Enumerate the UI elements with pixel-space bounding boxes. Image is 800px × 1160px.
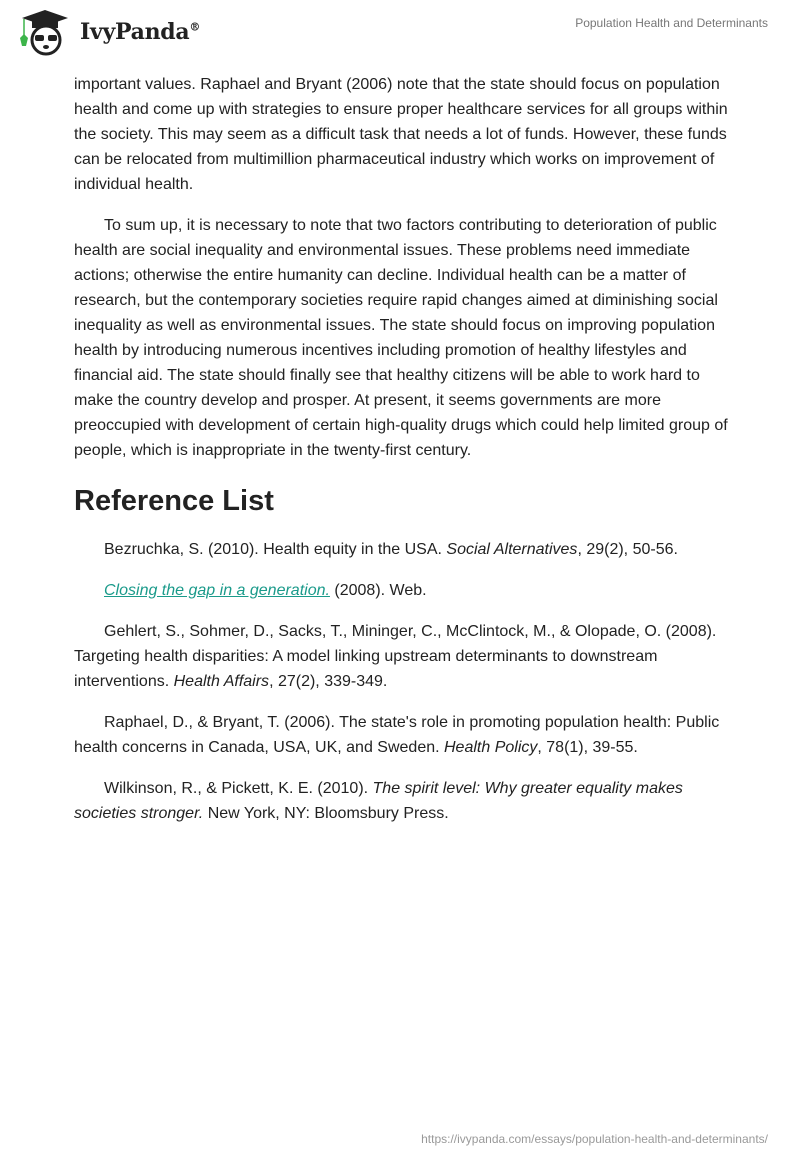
reference-list-heading: Reference List [74,485,274,517]
reference-item: Gehlert, S., Sohmer, D., Sacks, T., Mininger, C., McClintock, M., & Olopade, O. (2008). Targeting health disparities: A model linking upstream determinants to downstream interventions. Health Affairs, 27(2), 339-349. [74,623,717,690]
paragraph: important values. Raphael and Bryant (2006) note that the state should focus on population health and come up with strategies to ensure proper healthcare services for all groups within the society. This may seem as a difficult task that needs a lot of funds. However, these funds can be relocated from multimillion pharmaceutical industry which works on improvement of individual health. [74,76,728,193]
essay-content [74,72,730,842]
paragraph: To sum up, it is necessary to note that two factors contributing to deterioration of public health are social inequality and environmental issues. These problems need immediate actions; otherwise the entire humanity can decline. Individual health can be a matter of research, but the contemporary societies require rapid changes aimed at diminishing social inequality as well as environmental issues. The state should focus on improving population health by introducing numerous incentives including promotion of healthy lifestyles and financial aid. The state should finally see that healthy citizens will be able to work hard to make the country develop and prosper. At present, it seems governments are more preoccupied with development of certain high-quality drugs which could help limited group of people, which is inappropriate in the twenty-first century. [74,217,728,459]
reference-item: Closing the gap in a generation. (2008). Web. [104,582,427,599]
reference-item: Bezruchka, S. (2010). Health equity in the USA. Social Alternatives, 29(2), 50-56. [104,541,678,558]
panda-graduate-icon [18,8,72,56]
logo[interactable] [18,8,200,56]
page-url: https://ivypanda.com/essays/population-health-and-determinants/ [421,1132,768,1146]
logo-text: IvyPanda® [80,19,201,45]
reference-item: Raphael, D., & Bryant, T. (2006). The state's role in promoting population health: Public health concerns in Canada, USA, UK, and Sweden. Health Policy, 78(1), 39-55. [74,714,720,756]
reference-item: Wilkinson, R., & Pickett, K. E. (2010). The spirit level: Why greater equality makes societies stronger. New York, NY: Bloomsbury Press. [74,780,683,822]
page-header [0,0,800,60]
reference-link[interactable]: Closing the gap in a generation. [104,582,330,599]
document-title: Population Health and Determinants [575,16,768,30]
